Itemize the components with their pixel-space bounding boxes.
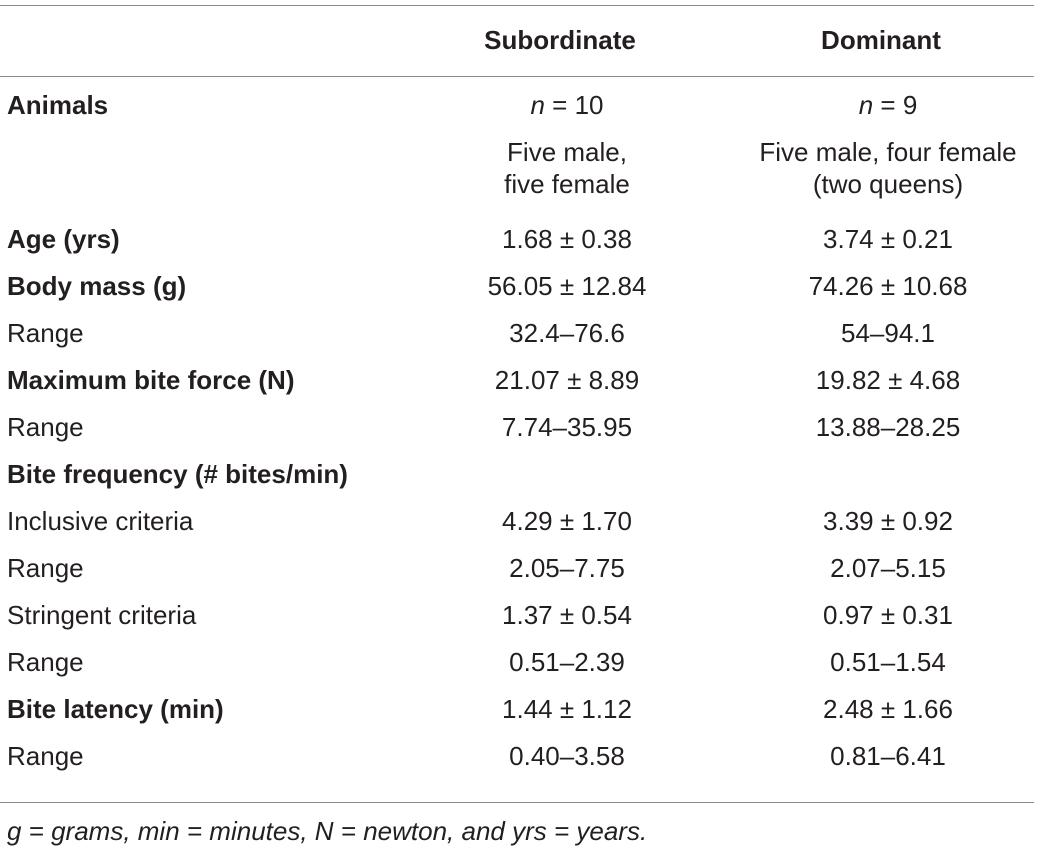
row-label: Maximum bite force (N) [7, 365, 295, 395]
table-row [0, 364, 1052, 411]
header-subordinate: Subordinate [484, 25, 636, 55]
row-label: Range [7, 318, 84, 348]
header-dominant: Dominant [821, 25, 941, 55]
subordinate-value: Five male, five female [504, 137, 630, 199]
data-table [0, 89, 1052, 787]
dominant-value: 19.82 ± 4.68 [815, 365, 961, 395]
dominant-value: 2.48 ± 1.66 [823, 694, 953, 724]
dominant-value: 54–94.1 [841, 318, 935, 348]
dominant-value: 74.26 ± 10.68 [808, 271, 968, 301]
subordinate-value: 32.4–76.6 [509, 318, 625, 348]
dominant-value: 3.39 ± 0.92 [823, 506, 953, 536]
table-row [0, 693, 1052, 740]
dominant-value: 0.97 ± 0.31 [823, 600, 953, 630]
bottom-rule [0, 802, 1034, 803]
subordinate-value: 7.74–35.95 [501, 412, 633, 442]
table-row [0, 223, 1052, 270]
table-row [0, 270, 1052, 317]
table-row [0, 136, 1052, 223]
dominant-value: 0.81–6.41 [830, 741, 946, 771]
row-label: Body mass (g) [7, 271, 187, 301]
dominant-value: n = 9 [858, 90, 918, 120]
top-rule [0, 5, 1034, 6]
table-row [0, 89, 1052, 136]
row-label: Age (yrs) [7, 224, 120, 254]
row-label: Bite latency (min) [7, 694, 224, 724]
dominant-value: 0.51–1.54 [830, 647, 946, 677]
subordinate-value: 4.29 ± 1.70 [502, 506, 632, 536]
subordinate-value: 21.07 ± 8.89 [494, 365, 640, 395]
table-row [0, 740, 1052, 787]
subordinate-value: 2.05–7.75 [509, 553, 625, 583]
table-row [0, 552, 1052, 599]
subordinate-value: n = 10 [530, 90, 604, 120]
table-row [0, 505, 1052, 552]
subordinate-value: 1.44 ± 1.12 [502, 694, 632, 724]
row-label: Stringent criteria [7, 600, 197, 630]
dominant-value: 2.07–5.15 [830, 553, 946, 583]
dominant-value: 13.88–28.25 [815, 412, 961, 442]
subordinate-value: 1.37 ± 0.54 [502, 600, 632, 630]
header-rule [0, 76, 1034, 77]
subordinate-value: 0.40–3.58 [509, 741, 625, 771]
table-row [0, 411, 1052, 458]
subordinate-value: 1.68 ± 0.38 [502, 224, 632, 254]
table-row [0, 646, 1052, 693]
table-footnote: g = grams, min = minutes, N = newton, and yrs = years. [7, 816, 648, 846]
row-label: Range [7, 553, 84, 583]
table-row [0, 317, 1052, 364]
row-label: Bite frequency (# bites/min) [7, 459, 348, 489]
row-label: Range [7, 412, 84, 442]
row-label [0, 136, 417, 223]
row-label: Inclusive criteria [7, 506, 194, 536]
dominant-value [717, 458, 1052, 505]
subordinate-value: 0.51–2.39 [509, 647, 625, 677]
row-label: Animals [7, 90, 109, 120]
subordinate-value [417, 458, 717, 505]
dominant-value: Five male, four female (two queens) [759, 137, 1017, 199]
row-label: Range [7, 647, 84, 677]
table-row [0, 599, 1052, 646]
row-label: Range [7, 741, 84, 771]
subordinate-value: 56.05 ± 12.84 [487, 271, 647, 301]
table-row [0, 458, 1052, 505]
dominant-value: 3.74 ± 0.21 [823, 224, 953, 254]
